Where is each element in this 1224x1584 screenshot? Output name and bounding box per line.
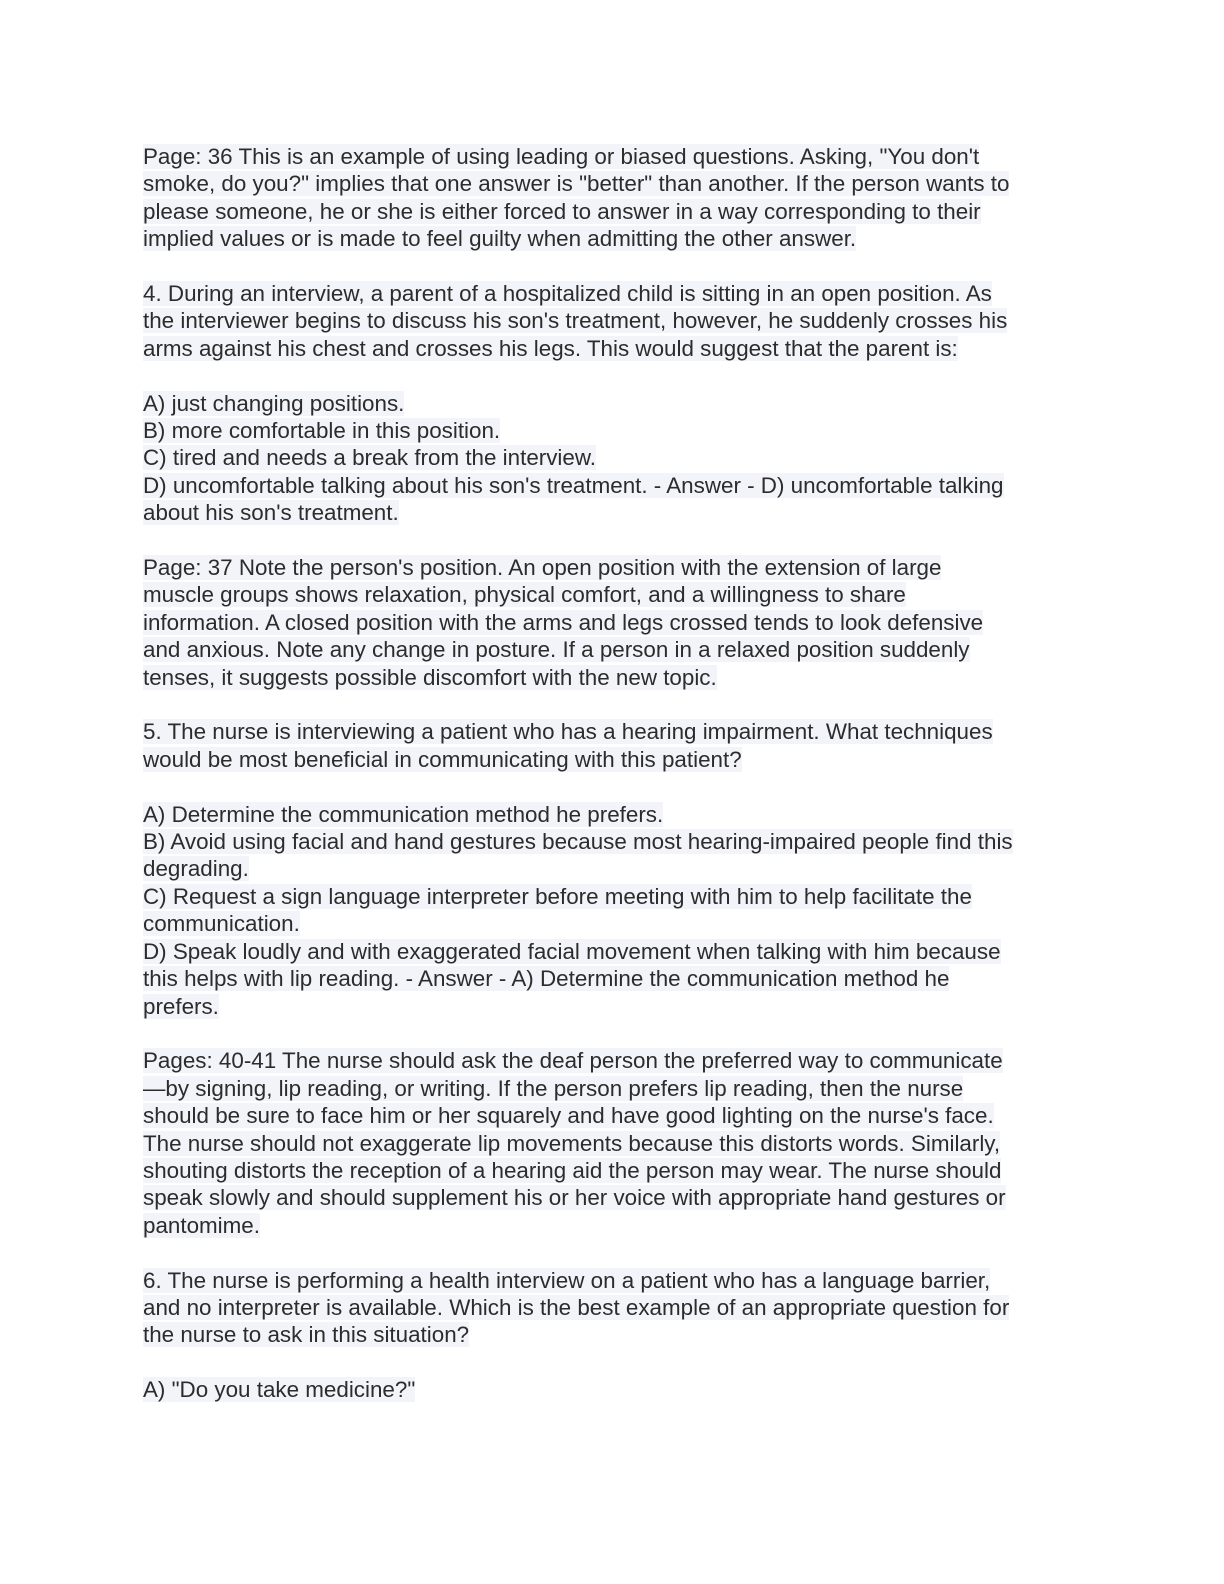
question-4 xyxy=(143,280,1083,362)
text-line: implied values or is made to feel guilty when admitting the other answer. xyxy=(143,226,857,252)
text-line: smoke, do you?" implies that one answer is "better" than another. If the person wants to xyxy=(143,171,1010,197)
text-line: muscle groups shows relaxation, physical comfort, and a willingness to share xyxy=(143,582,906,608)
document-page xyxy=(143,143,1083,1431)
question-6-options xyxy=(143,1376,1083,1403)
text-line: the nurse to ask in this situation? xyxy=(143,1322,470,1348)
question-5 xyxy=(143,718,1083,773)
paragraph-page37-explanation xyxy=(143,554,1083,691)
text-line: would be most beneficial in communicating with this patient? xyxy=(143,746,742,772)
text-line: 5. The nurse is interviewing a patient who has a hearing impairment. What techniques xyxy=(143,719,993,745)
text-line: —by signing, lip reading, or writing. If the person prefers lip reading, then the nurse xyxy=(143,1075,964,1101)
text-line: communication. xyxy=(143,911,300,937)
text-line: 6. The nurse is performing a health interview on a patient who has a language barrier, xyxy=(143,1267,991,1293)
option-a: A) "Do you take medicine?" xyxy=(143,1377,416,1403)
text-line: and no interpreter is available. Which is the best example of an appropriate question for xyxy=(143,1294,1010,1320)
text-line: information. A closed position with the arms and legs crossed tends to look defensive xyxy=(143,609,984,635)
text-line: this helps with lip reading. - Answer - A) Determine the communication method he xyxy=(143,966,950,992)
text-line: Page: 37 Note the person's position. An open position with the extension of large xyxy=(143,555,942,581)
paragraph-pages40-41-explanation xyxy=(143,1047,1083,1239)
text-line: degrading. xyxy=(143,856,249,882)
option-c: C) tired and needs a break from the interview. xyxy=(143,445,597,471)
option-d: D) uncomfortable talking about his son's treatment. - Answer - D) uncomfortable talking xyxy=(143,472,1004,498)
option-c: C) Request a sign language interpreter before meeting with him to help facilitate the xyxy=(143,883,972,909)
text-line: speak slowly and should supplement his or her voice with appropriate hand gestures or xyxy=(143,1185,1006,1211)
text-line: prefers. xyxy=(143,993,219,1019)
option-d: D) Speak loudly and with exaggerated facial movement when talking with him because xyxy=(143,938,1001,964)
text-line: tenses, it suggests possible discomfort with the new topic. xyxy=(143,664,717,690)
option-a: A) Determine the communication method he prefers. xyxy=(143,801,664,827)
text-line: shouting distorts the reception of a hearing aid the person may wear. The nurse should xyxy=(143,1157,1002,1183)
text-line: Page: 36 This is an example of using leading or biased questions. Asking, "You don't xyxy=(143,144,980,169)
text-line: and anxious. Note any change in posture. If a person in a relaxed position suddenly xyxy=(143,637,970,663)
question-6 xyxy=(143,1267,1083,1349)
text-line: please someone, he or she is either forced to answer in a way corresponding to their xyxy=(143,198,981,224)
text-line: the interviewer begins to discuss his son's treatment, however, he suddenly crosses his xyxy=(143,308,1008,334)
text-line: Pages: 40-41 The nurse should ask the deaf person the preferred way to communicate xyxy=(143,1048,1003,1074)
text-line: pantomime. xyxy=(143,1212,260,1238)
paragraph-page36-explanation xyxy=(143,143,1083,253)
question-5-options xyxy=(143,801,1083,1020)
option-a: A) just changing positions. xyxy=(143,390,405,416)
text-line: about his son's treatment. xyxy=(143,500,399,526)
option-b: B) more comfortable in this position. xyxy=(143,418,501,444)
text-line: The nurse should not exaggerate lip movements because this distorts words. Similarly, xyxy=(143,1130,1001,1156)
text-line: 4. During an interview, a parent of a hospitalized child is sitting in an open position. As xyxy=(143,281,992,307)
text-line: should be sure to face him or her squarely and have good lighting on the nurse's face. xyxy=(143,1103,994,1129)
question-4-options xyxy=(143,390,1083,527)
option-b: B) Avoid using facial and hand gestures because most hearing-impaired people find this xyxy=(143,829,1013,855)
text-line: arms against his chest and crosses his legs. This would suggest that the parent is: xyxy=(143,335,958,361)
